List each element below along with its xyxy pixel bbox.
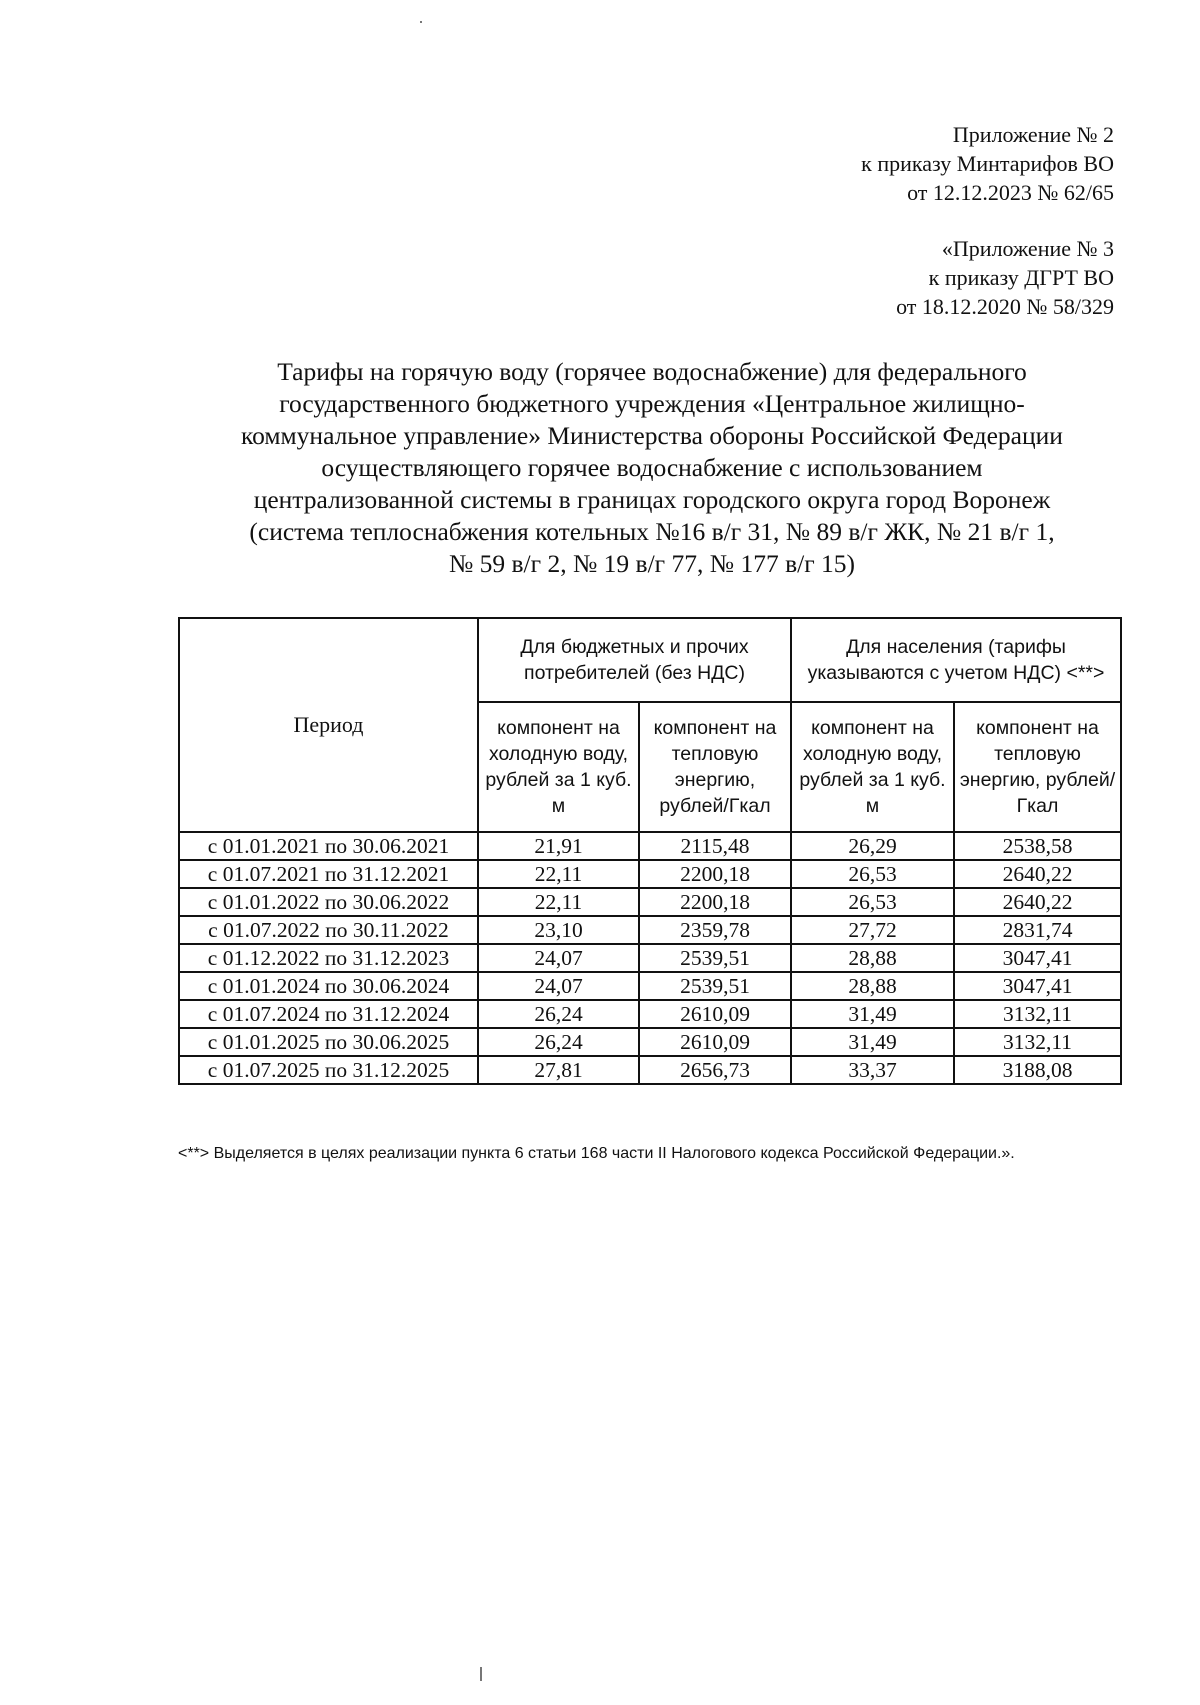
population-heat-cell: 3188,08 [954,1056,1121,1084]
population-cold-water-header: компонент на холодную воду, рублей за 1 куб. м [791,702,954,832]
table-row [179,888,1121,916]
population-cold-cell: 28,88 [791,972,954,1000]
period-cell: с 01.07.2024 по 31.12.2024 [179,1000,478,1028]
title-line: № 59 в/г 2, № 19 в/г 77, № 177 в/г 15) [448,549,856,578]
budget-heat-cell: 2610,09 [639,1000,791,1028]
appendix-line: к приказу ДГРТ ВО [928,265,1114,290]
population-heat-cell: 2831,74 [954,916,1121,944]
period-cell: с 01.01.2021 по 30.06.2021 [179,832,478,860]
scan-mark [420,21,422,23]
period-cell: с 01.12.2022 по 31.12.2023 [179,944,478,972]
title-line: коммунальное управление» Министерства обороны Российской Федерации [241,421,1063,450]
period-cell: с 01.07.2025 по 31.12.2025 [179,1056,478,1084]
population-cold-cell: 26,53 [791,860,954,888]
table-row [179,916,1121,944]
appendix-line: к приказу Минтарифов ВО [861,151,1114,176]
population-heat-cell: 3047,41 [954,944,1121,972]
table-row [179,972,1121,1000]
budget-heat-energy-header: компонент на тепловую энергию, рублей/Гкал [639,702,791,832]
population-heat-cell: 2538,58 [954,832,1121,860]
appendix-line: «Приложение № 3 [941,236,1114,261]
population-cold-cell: 33,37 [791,1056,954,1084]
population-heat-cell: 3132,11 [954,1000,1121,1028]
period-cell: с 01.01.2025 по 30.06.2025 [179,1028,478,1056]
appendix-reference-old [896,234,1114,321]
population-heat-cell: 2640,22 [954,860,1121,888]
budget-cold-cell: 21,91 [478,832,639,860]
population-heat-cell: 2640,22 [954,888,1121,916]
title-line: (система теплоснабжения котельных №16 в/г 31, № 89 в/г ЖК, № 21 в/г 1, [249,517,1055,546]
table-row [179,832,1121,860]
budget-cold-cell: 23,10 [478,916,639,944]
table-row [179,1028,1121,1056]
period-cell: с 01.07.2022 по 30.11.2022 [179,916,478,944]
budget-heat-cell: 2610,09 [639,1028,791,1056]
budget-heat-cell: 2115,48 [639,832,791,860]
budget-cold-cell: 26,24 [478,1028,639,1056]
population-header: Для населения (тарифы указываются с учетом НДС) <**> [791,618,1121,702]
population-cold-cell: 31,49 [791,1000,954,1028]
appendix-line: Приложение № 2 [952,122,1114,147]
population-cold-cell: 26,53 [791,888,954,916]
population-cold-cell: 26,29 [791,832,954,860]
footnote: <**> Выделяется в целях реализации пункта 6 статьи 168 части II Налогового кодекса Российской Федерации.». [178,1145,1015,1162]
budget-heat-cell: 2200,18 [639,888,791,916]
population-heat-energy-header: компонент на тепловую энергию, рублей/Гкал [954,702,1121,832]
appendix-line: от 18.12.2020 № 58/329 [896,294,1114,319]
budget-cold-cell: 26,24 [478,1000,639,1028]
title-line: Тарифы на горячую воду (горячее водоснабжение) для федерального [277,357,1027,386]
budget-cold-cell: 24,07 [478,944,639,972]
budget-heat-cell: 2539,51 [639,972,791,1000]
population-heat-cell: 3047,41 [954,972,1121,1000]
population-cold-cell: 27,72 [791,916,954,944]
period-cell: с 01.07.2021 по 31.12.2021 [179,860,478,888]
population-heat-cell: 3132,11 [954,1028,1121,1056]
appendix-line: от 12.12.2023 № 62/65 [907,180,1114,205]
budget-heat-cell: 2656,73 [639,1056,791,1084]
budget-cold-cell: 27,81 [478,1056,639,1084]
budget-cold-cell: 24,07 [478,972,639,1000]
budget-cold-cell: 22,11 [478,860,639,888]
period-cell: с 01.01.2022 по 30.06.2022 [179,888,478,916]
period-cell: с 01.01.2024 по 30.06.2024 [179,972,478,1000]
budget-heat-cell: 2200,18 [639,860,791,888]
table-row [179,860,1121,888]
appendix-reference-new [861,120,1114,207]
population-cold-cell: 28,88 [791,944,954,972]
budget-cold-water-header: компонент на холодную воду, рублей за 1 куб. м [478,702,639,832]
table-row [179,1000,1121,1028]
title-line: государственного бюджетного учреждения «Центральное жилищно- [279,389,1025,418]
population-cold-cell: 31,49 [791,1028,954,1056]
document-title [180,356,1124,580]
table-row [179,944,1121,972]
scan-mark [480,1667,482,1681]
title-line: осуществляющего горячее водоснабжение с использованием [321,453,983,482]
budget-heat-cell: 2359,78 [639,916,791,944]
title-line: централизованной системы в границах городского округа город Воронеж [253,485,1051,514]
budget-consumers-header: Для бюджетных и прочих потребителей (без НДС) [478,618,791,702]
period-column-header: Период [179,618,478,832]
budget-heat-cell: 2539,51 [639,944,791,972]
budget-cold-cell: 22,11 [478,888,639,916]
tariff-table [178,617,1122,1085]
table-row [179,1056,1121,1084]
